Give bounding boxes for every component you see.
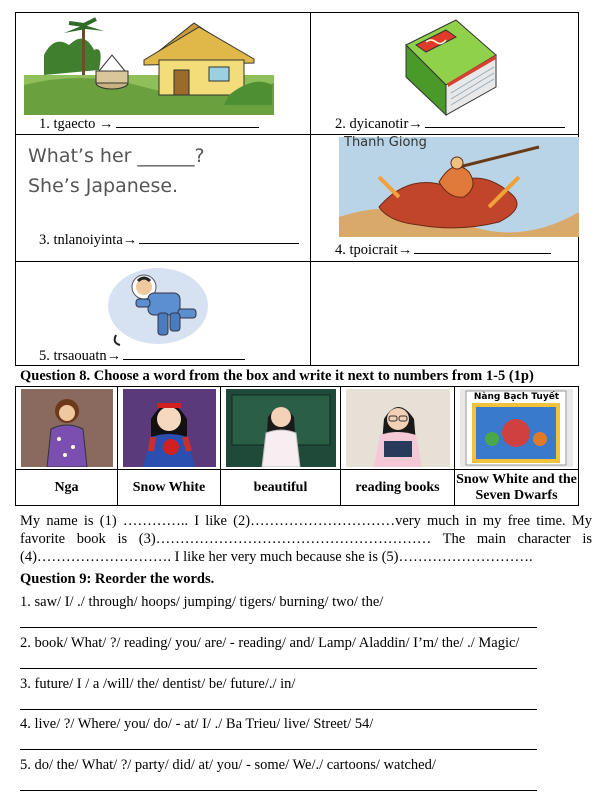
answer-line[interactable]	[425, 115, 565, 128]
speech-text	[28, 141, 205, 201]
scrambled-word-2	[335, 115, 565, 133]
word-box-column	[455, 387, 578, 505]
answer-line[interactable]	[20, 668, 537, 669]
cloze-paragraph: My name is (1) ………….. I like (2)…………………………very much in my free time. My favorite book is (3)………………………………………………… The main character is (4)………………………. I like her very much because she is (5)……………………….	[20, 513, 592, 565]
word-label: 3. tnlanoiyinta→	[39, 232, 138, 248]
question-8-title: Question 8. Choose a word from the box and write it next to numbers from 1-5 (1p)	[20, 368, 534, 384]
speech-line-question: What’s her ______?	[28, 145, 205, 167]
word-option: Snow White	[132, 479, 206, 495]
word-option: reading books	[355, 479, 440, 495]
scrambled-word-5	[39, 347, 245, 365]
answer-line[interactable]	[20, 627, 537, 628]
reorder-item-3: 3. future/ I / a /will/ the/ dentist/ be/ future/./ in/	[20, 676, 296, 692]
scrambled-word-4	[335, 241, 551, 259]
scrambled-word-1	[39, 115, 259, 133]
scrambled-word-3	[39, 231, 299, 249]
speech-line-answer: She’s Japanese.	[28, 175, 179, 197]
thanh-giong-picture	[339, 137, 579, 237]
answer-line[interactable]	[139, 231, 299, 244]
answer-line[interactable]	[20, 790, 537, 791]
word-box	[15, 386, 579, 506]
answer-line[interactable]	[414, 241, 551, 254]
snow-white-picture	[123, 389, 215, 467]
grid-divider	[310, 13, 311, 365]
word-option: Snow White and the Seven Dwarfs	[456, 471, 577, 503]
reorder-item-2: 2. book/ What/ ?/ reading/ you/ are/ - reading/ and/ Lamp/ Aladdin/ I’m/ the/ ./ Magic/	[20, 635, 520, 651]
word-label: 2. dyicanotir→	[335, 116, 423, 132]
grid-divider	[16, 134, 578, 135]
answer-line[interactable]	[123, 347, 245, 360]
book-caption: Nàng Bạch Tuyết	[473, 392, 560, 402]
word-box-column	[16, 387, 118, 505]
word-label: 4. tpoicrait→	[335, 242, 413, 258]
answer-line[interactable]	[116, 115, 259, 128]
grid-divider	[16, 261, 578, 262]
reorder-item-1: 1. saw/ I/ ./ through/ hoops/ jumping/ tigers/ burning/ two/ the/	[20, 594, 384, 610]
vocabulary-grid	[15, 12, 579, 366]
answer-line[interactable]	[20, 709, 537, 710]
word-option: Nga	[54, 479, 79, 495]
astronaut-picture	[106, 265, 211, 347]
word-label: 1. tgaecto →	[39, 116, 114, 132]
nga-picture	[21, 389, 112, 467]
reorder-item-4: 4. live/ ?/ Where/ you/ do/ - at/ I/ ./ Ba Trieu/ live/ Street/ 54/	[20, 716, 374, 732]
cottage-picture	[24, 15, 274, 115]
reorder-item-5: 5. do/ the/ What/ ?/ party/ did/ at/ you/ - some/ We/./ cartoons/ watched/	[20, 757, 436, 773]
reading-girl-picture	[346, 389, 449, 467]
painting-caption: Thanh Giong	[344, 135, 427, 150]
teacher-picture	[226, 389, 335, 467]
book-picture	[396, 15, 506, 120]
word-label: 5. trsaouatn→	[39, 348, 122, 364]
word-option: beautiful	[253, 479, 308, 495]
word-box-column	[341, 387, 455, 505]
word-box-column	[221, 387, 341, 505]
word-box-column	[118, 387, 221, 505]
question-9-title: Question 9: Reorder the words.	[20, 571, 215, 587]
answer-line[interactable]	[20, 749, 537, 750]
